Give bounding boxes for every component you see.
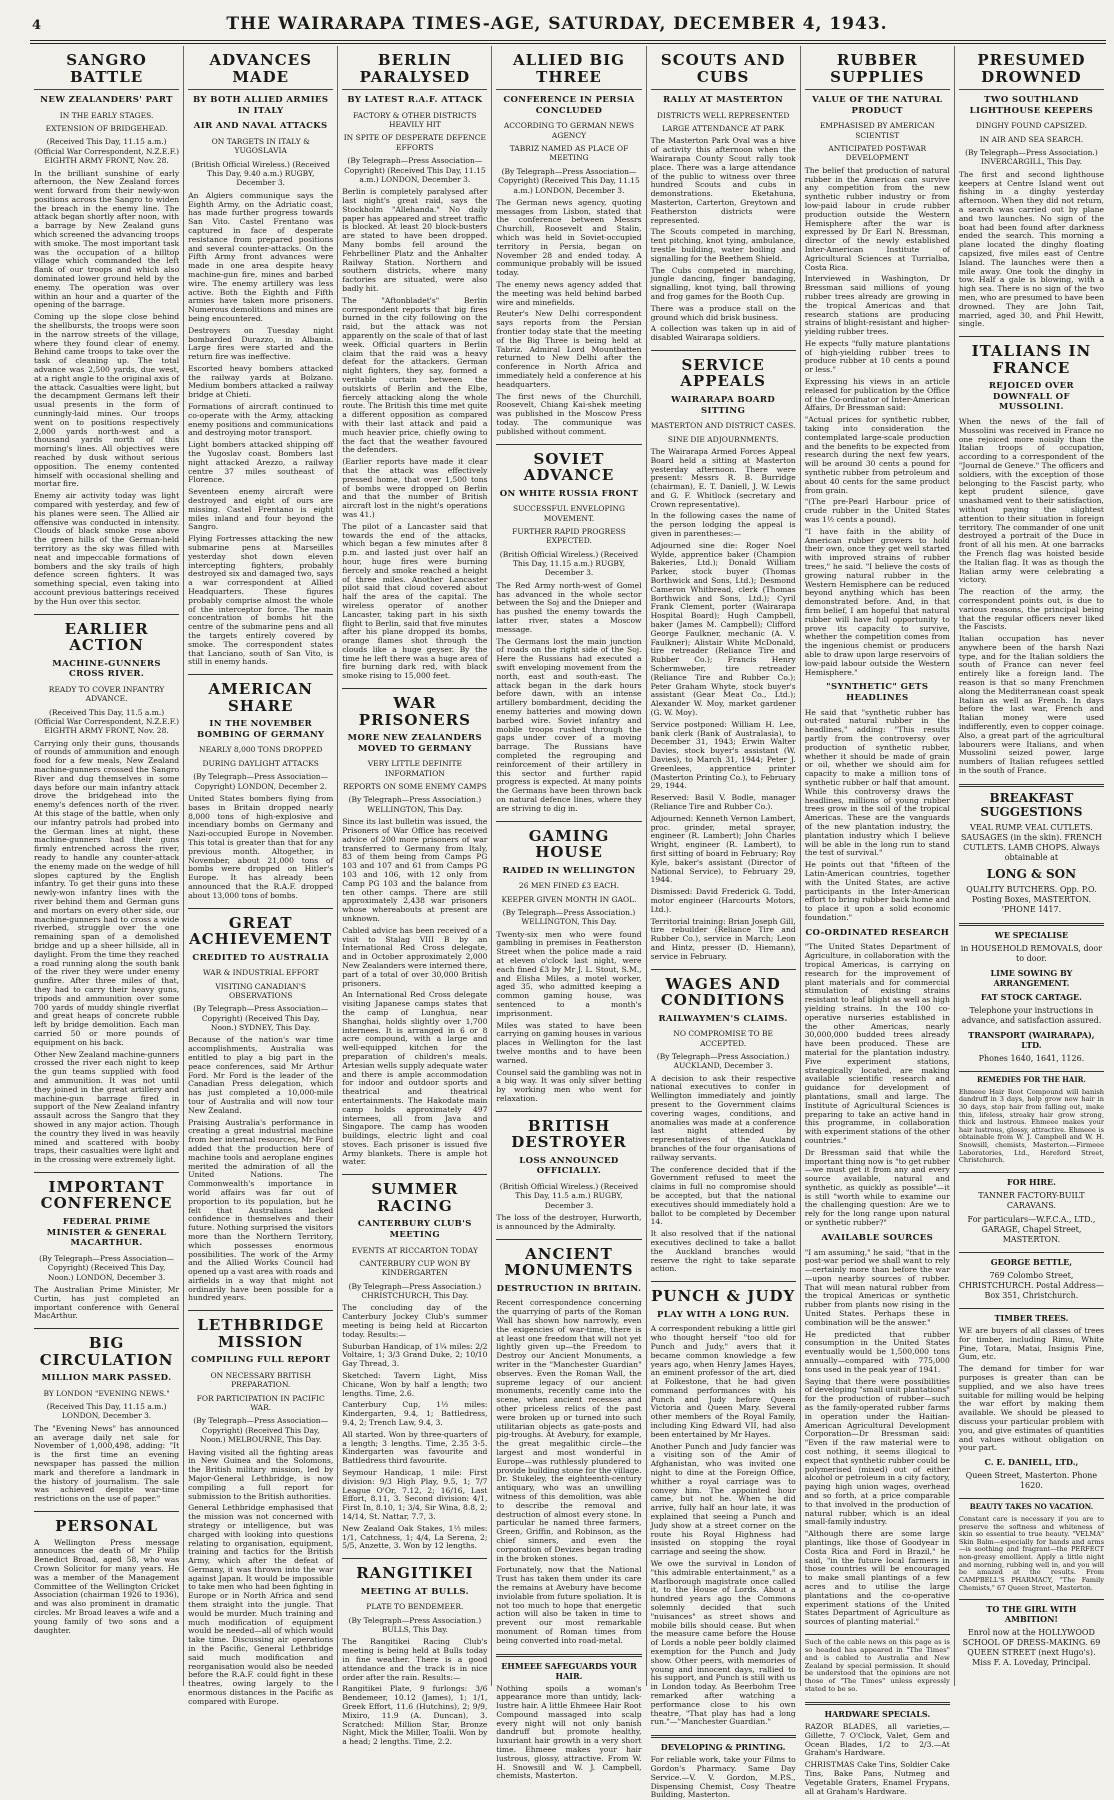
subhead: CREDITED TO AUSTRALIA bbox=[192, 952, 329, 963]
article-text: Escorted heavy bombers attacked the railway yards at Bolzano. Medium bombers attacked a railway bridge at Chieti. bbox=[188, 363, 334, 400]
advert-title: REMEDIES FOR THE HAIR. bbox=[976, 1074, 1086, 1084]
dateline: (Received This Day, 11.15 a.m.) (Official War Correspondent, N.Z.E.F.) EIGHTH ARMY FRONT, Nov. 28. bbox=[34, 137, 180, 166]
article-text: The "Evening News" has announced an average daily net sale for November of 1,000,498, adding: "It is the first time an evening newspaper has passed the million mark and therefore a landmark in the history of journalism. The sale was achieved despite war-time restrictions on the use of paper." bbox=[34, 1423, 180, 1504]
subhead: FOR PARTICIPATION IN PACIFIC WAR. bbox=[196, 1393, 325, 1413]
article-text: The Wairarapa Armed Forces Appeal Board held a sitting at Masterton yesterday afternoon. There were present: Messrs R. B. Burridge (chairman), E. T. Daniell, J. W. Lewis and G. F. Whitlock (secretary and Crown representative). bbox=[650, 446, 796, 509]
divider bbox=[496, 444, 641, 445]
subhead: RAIDED IN WELLINGTON bbox=[502, 865, 636, 876]
article-text: Having visited all the fighting areas in New Guinea and the Solomons, the British military mission, led by Major-General Lethbridge, is now compiling a full report for submission to the British authorities. bbox=[188, 1447, 334, 1501]
article-text: "(The pre-Pearl Harbour price of crude rubber in the United States was 1½ cents a pound). bbox=[804, 497, 950, 525]
dateline: (By Telegraph—Press Association—Copyright) LONDON, December 2. bbox=[193, 772, 329, 791]
subhead: FEDERAL PRIME MINISTER & GENERAL MACARTHUR. bbox=[46, 1216, 167, 1249]
article-text: Territorial training: Brian Joseph Gill, tire rebuilder (Reliance Tire and Rubber Co.), service in March; Leon and Hintz, presser (D. Hiemann), service in February. bbox=[650, 916, 796, 961]
masthead bbox=[0, 0, 1114, 40]
article-text: Enemy air activity today was light compared with yesterday, and few of his planes were seen. The Allied air offensive was conducted in intensity. Clouds of black smoke rose above the green hills of the German-held territory as the sky was filled with neat and impeccable formations of bombers and the sky trails of high defence screen fighters. It was something special, even taking into account previous batterings received by the Hun over this sector. bbox=[34, 491, 180, 606]
headline: RANGITIKEI bbox=[356, 1564, 474, 1583]
article-text: All started. Won by three-quarters of a length; 3 lengths. Time, 2.35 3-5. Kindergarten was favourite and Battledress third favourite. bbox=[342, 1429, 488, 1466]
advert-text: WE are buyers of all classes of trees for timber, including Rimu, White Pine, Totara, Matai, Insignis Pine, Gum, etc. bbox=[958, 1326, 1104, 1362]
divider bbox=[959, 1252, 1104, 1253]
article-text: Fortunately, now that the National Trust has taken them under its care the remains at Avebury have become inviolable from future spoliation. It is not too much to hope that energetic action will also be taken in time to prevent our most remarkable monument of Roman times from being converted into road-metal. bbox=[496, 1565, 642, 1645]
advert-text: FAT STOCK CARTAGE. bbox=[980, 991, 1082, 1002]
subhead: READY TO COVER INFANTRY ADVANCE. bbox=[48, 684, 165, 704]
divider bbox=[34, 614, 179, 615]
article-text: Another Punch and Judy fancier was a visiting son of the Amir of Afghanistan, who was invited one night to dine at the Foreign Office, whither a royal carriage was to convey him. The appointed hour came, but not he. When he did arrive, fully half an hour late, it was explained that seeing a Punch and Judy show at a street corner on the route his Royal Highness had insisted on stopping the royal carriage and seeing the show. bbox=[650, 1441, 796, 1557]
subhead: NEW ZEALANDERS' PART bbox=[40, 95, 173, 105]
subhead: DURING DAYLIGHT ATTACKS bbox=[202, 758, 319, 768]
subhead: ACCORDING TO GERMAN NEWS AGENCY bbox=[503, 121, 635, 140]
divider bbox=[188, 908, 333, 909]
divider bbox=[496, 1111, 641, 1112]
article-text: New Zealand Oak Stakes, 1½ miles: 1/1, Catchness, 1; 4/4, La Serena, 2; 5/5, Anzette, 3. Won by 12 lengths. bbox=[342, 1523, 488, 1551]
subhead: FURTHER RAPID PROGRESS EXPECTED. bbox=[512, 526, 626, 546]
article-text: Twenty-six men who were found gambling in premises in Featherston Street when the police made a raid at eleven o'clock last night, were each fined £3 by Mr J. L. Stout, S.M., and Elisha Miles, a motel worker, aged 35, who admitted keeping a common gaming house, was sentenced to a month's imprisonment. bbox=[496, 929, 642, 1018]
headline: BRITISH DESTROYER bbox=[511, 1116, 627, 1152]
article-text: Berlin is completely paralysed after last night's great raid, says the Stockholm "Allehanda." No daily paper has appeared and street traffic is blocked. At least 20 block-busters are stated to have been dropped. Many bombs fell around the Fehrbelliner Platz and the Anhalter Railway Station. Northern and southern districts, where many factories are situated, were also badly hit. bbox=[342, 187, 488, 294]
subhead: BY LATEST R.A.F. ATTACK bbox=[347, 95, 483, 105]
divider bbox=[188, 674, 333, 675]
subhead: 26 MEN FINED £3 EACH. bbox=[518, 881, 620, 891]
advert-text: Phones 1640, 1641, 1126. bbox=[978, 1053, 1085, 1063]
article-text: There was a produce stall on the ground which did brisk business. bbox=[650, 303, 796, 322]
subhead: RALLY AT MASTERTON bbox=[663, 95, 784, 105]
divider bbox=[651, 350, 796, 351]
subhead: MASTERTON AND DISTRICT CASES. bbox=[650, 421, 796, 431]
subhead: SUCCESSFUL ENVELOPING MOVEMENT. bbox=[512, 504, 626, 523]
subhead: IN THE NOVEMBER BOMBING OF GERMANY bbox=[196, 719, 325, 740]
headline: SCOUTS AND CUBS bbox=[651, 52, 796, 90]
subhead: EVENTS AT RICCARTON TODAY bbox=[351, 1245, 478, 1255]
subhead: IN AIR AND SEA SEARCH. bbox=[979, 134, 1084, 144]
dateline: (By Telegraph—Press Association.) CHRISTCHURCH, This Day. bbox=[348, 1281, 482, 1301]
advert-brand: LONG & SON bbox=[986, 866, 1077, 881]
columns bbox=[30, 46, 1108, 1800]
article-text: Counsel said the gambling was not in a big way. It was only silver betting by working men who went for relaxation. bbox=[496, 1067, 642, 1104]
advert-text: RAZOR BLADES, all varieties,—Gillette, 7 O'Clock, Valet, Gem and Ocean Blades, 1/2 to 2/3.—At Graham's Hardware. bbox=[804, 1722, 950, 1758]
headline: IMPORTANT CONFERENCE bbox=[40, 1177, 173, 1213]
article-text: Reuter's New Delhi correspondent says reports from the Persian frontier today state that the meeting of the Big Three is being held at Tabriz. Admiral Lord Mountbatten returned to New Delhi after the conference in North Africa and immediately held a conference at his headquarters. bbox=[496, 309, 642, 389]
headline: PERSONAL bbox=[55, 1517, 159, 1536]
dateline: (British Official Wireless.) (Received This Day, 11.15 a.m.) RUGBY, December 3. bbox=[499, 549, 639, 578]
headline: ADVANCES MADE bbox=[188, 52, 333, 90]
headline: SUMMER RACING bbox=[371, 1180, 459, 1215]
article-text: The Cubs competed in marching, jungle dancing, finger bandaging, signalling, knot tying, ball throwing and frog games for the Booth Cup. bbox=[650, 265, 796, 301]
article-text: "Although there are some large plantings, like those of Goodyear in Costa Rica and Ford in Brazil," he said, "in the future local farmers in those countries will be encouraged to make small plantings of a few acres and to utilise the large plantations and the co-operative experiment stations of the United States Department of Agriculture as sources of planting material." bbox=[804, 1529, 950, 1627]
advert-text: The demand for timber for war purposes is greater than can be supplied, and we also have trees suitable for milling would be helping the war effort by making them available. We should be pleased to discuss your particular problem with you, and give estimates of quantities and values without obligation on your part. bbox=[958, 1364, 1104, 1453]
article-text: When the news of the fall of Mussolini was received in France no one rejoiced more noisily than the Italian troops of occupation, according to a correspondent of the "Journal de Geneve." The officers and soldiers, with the exception of those belonging to the Fascist party, who kept prudent silence, gave unashamed vent to their satisfaction, without paying the slightest attention to their situation in foreign territory. The commander of one unit destroyed a portrait of the Duce in front of all his men. At one barracks the French flag was hoisted beside the Italian flag. It was as though the Italian army were celebrating a victory. bbox=[958, 416, 1104, 585]
divider bbox=[959, 1172, 1104, 1173]
article-text: Cabled advice has been received of a visit to Stalag VIII B by an International Red Cross delegate, and in October approximately 2,000 New Zealanders were interned there, part of a total of over 30,000 British prisoners. bbox=[342, 925, 488, 988]
column-7 bbox=[955, 46, 1108, 1686]
subhead: WAR & INDUSTRIAL EFFORT bbox=[202, 968, 319, 978]
article-text: Miles was stated to have been carrying on gaming houses in various places in Wellington for the last twelve months and to have been warned. bbox=[496, 1020, 642, 1065]
column-2 bbox=[184, 46, 338, 1706]
headline: PRESUMED DROWNED bbox=[959, 52, 1104, 90]
subhead: ON WHITE RUSSIA FRONT bbox=[499, 488, 639, 499]
article-text: He expects "fully mature plantations of high-yielding rubber trees to produce rubber at 10 cents a pound or less." bbox=[804, 338, 950, 375]
article-text: Adjourned: Kenneth Vernon Lambert, proc. grinder, metal sprayer, engineer (R. Lambert); John Charles Wright, engineer (R. Lambert), to first sitting of board in February; Roy Kyle, baker's assistant (Director of National Service), to February 29, 1944. bbox=[650, 813, 796, 885]
article-text: Carrying only their guns, thousands of rounds of ammunition and enough food for a few meals, New Zealand machine-gunners crossed the Sangro River and dug themselves in some days before our main infantry attack drove the bridgehead into the enemy's defences north of the river. At this stage of the battle, when only our infantry patrols had probed into the German lines at night, these machine-gunners had their guns firmly entrenched across the river, ready to handle any counter-attack the enemy made on the wedge of hill slopes captured by the English infantry. To get their guns into these newly-won infantry lines with the river behind them and German guns and mortars on every other side, our machine-gunners had to cross a wide riverbed, struggle over the one remaining span of a demolished bridge and up a sheer hillside, all in daylight. From the time they reached a road running along the south bank of the river they were under enemy gunfire. After three miles of that, they had to carry their heavy guns, tripods and ammunition over some 700 yards of muddy shingle riverflat and great heaps of concrete rubble left by bridge demolition. Each man carried 50 or more pounds of equipment on his back. bbox=[34, 738, 180, 1047]
divider bbox=[342, 688, 487, 689]
newspaper-title: THE WAIRARAPA TIMES-AGE, SATURDAY, DECEMBER 4, 1943. bbox=[226, 14, 888, 34]
subhead: WAIRARAPA BOARD SITTING bbox=[671, 394, 776, 416]
article-text: The first news of the Churchill, Roosevelt, Chiang Kai-shek meeting was published in the Moscow Press today. The communique was published without comment. bbox=[496, 391, 642, 436]
article-text: The enemy news agency added that the meeting was held behind barbed wire and minefields. bbox=[496, 280, 642, 307]
dateline: (Received This Day, 11.5 a.m.) (Official War Correspondent, N.Z.E.F.) EIGHTH ARMY FRONT, Nov. 28. bbox=[34, 707, 180, 736]
subhead: EXTENSION OF BRIDGEHEAD. bbox=[45, 124, 168, 133]
divider bbox=[805, 1634, 950, 1635]
subhead: MILLION MARK PASSED. bbox=[41, 1373, 172, 1384]
advert-text: Enrol now at the HOLLYWOOD SCHOOL OF DRESS-MAKING. 69 QUEEN STREET (next Hugo's). Miss F. A. Loveday, Principal. bbox=[962, 1628, 1101, 1668]
article-text: An Algiers communique says the Eighth Army, on the Adriatic coast, has made further progress towards San Vito. Castel Frentano was captured in face of desperate resistance from prepared positions and several counter-attacks. On the Fifth Army front advances were made in one area despite heavy machine-gun fire, mines and barbed wire. The enemy artillery was less active. Both the Eighth and Fifth armies have taken more prisoners. Numerous demolitions and mines are being encountered. bbox=[188, 190, 334, 323]
article-text: Reserved: Basil V. Bodle, manager (Reliance Tire and Rubber Co.). bbox=[650, 793, 796, 811]
subhead: TWO SOUTHLAND LIGHTHOUSE KEEPERS bbox=[969, 95, 1094, 116]
article-text: General Lethbridge emphasised that the mission was not concerned with strategy or intelligence, but was charged with looking into questions relating to organisation, equipment, training and tactics for the British Army, which after the defeat of Germany, it was thrown into the war against Japan. It would be impossible to take men who had been fighting in Europe or in North Africa and send them straight into the jungle. That would be murder. Much training and much modification of equipment would be needed—all of which would take time. Discussing air operations in the Pacific, General Lethbridge said much modification and reorganisation would also be needed before the R.A.F. could fight in these theatres, owing largely to the enormous distances in the Pacific as compared with Europe. bbox=[188, 1503, 334, 1706]
subhead: PLATE TO BENDEMEER. bbox=[366, 1602, 464, 1612]
headline: SOVIET ADVANCE bbox=[523, 449, 615, 485]
article-text: He said that "synthetic rubber has out-rated natural rubber in the headlines," adding: "This results partly from the controversy over production of synthetic rubber, whether it should be made of grain or oil, whether we should aim for capacity to make a million tons of synthetic rubber or half that amount. While this controversy draws the headlines, millions of young rubber trees grow in the soil of the tropical Americas. These are the vanguards of the new plantation industry, the plantation industry which I believe will be able in the long run to stand the test of survival." bbox=[804, 707, 950, 858]
subhead: CANTERBURY CLUB'S MEETING bbox=[357, 1219, 472, 1240]
subhead: IN THE EARLY STAGES. bbox=[59, 110, 154, 120]
divider bbox=[342, 1174, 487, 1175]
dateline: (By Telegraph—Press Association.) INVERCARGILL, This Day. bbox=[965, 148, 1098, 167]
advert-brand: TRANSPORT (WAIRARAPA), LTD. bbox=[968, 1029, 1095, 1050]
advert-text: Nothing spoils a woman's appearance more than untidy, lack-lustre hair. A little Ehmeee Hair Root Compound massaged into scalp every night will not only banish dandruff but promote healthy, luxuriant hair growth in a very short time. Ehmeee makes your hair lustrous, glossy, attractive. From W. H. Snowsill and W. J. Campbell, chemists, Masterton. bbox=[496, 1683, 642, 1781]
article-text: We owe the survival in London of "this admirable entertainment," as a Marlborough magistrate once called it, to the House of Lords. About a hundred years ago the Commons solemnly decided that such "nuisances" as street shows and mobile bills should cease. But when the measure came before the House of Lords a noble peer boldly claimed exemption for the Punch and Judy show. Other peers, with memories of young and innocent days, rallied to his support, and Punch is still with us in London today. As Beerbohm Tree remarked after watching a performance close to his own theatre, "That play has had a long run."—"Manchester Guardian." bbox=[650, 1559, 796, 1727]
article-text: The Australian Prime Minister, Mr Curtin, has just completed an important conference with General MacArthur. bbox=[34, 1284, 180, 1321]
headline: RUBBER SUPPLIES bbox=[805, 52, 950, 90]
dateline: (By Telegraph—Press Association—Copyright) (Received This Day, Noon.) SYDNEY, This Day. bbox=[193, 1004, 329, 1032]
article-text: Dr Bressman said that while the important thing now is "to get rubber—we must get it from any and every source available, natural and synthetic, as quickly as possible"—it is still "worth while to examine our the challenging question: Are we to rely for the long range upon natural or synthetic rubber?" bbox=[804, 1147, 950, 1228]
divider bbox=[651, 1281, 796, 1282]
article-text: United States bombers flying from bases in Britain dropped nearly 8,000 tons of high-explosive and incendiary bombs on Germany and Nazi-occupied Europe in November. This total is greater than that for any previous month. Altogether, in November, about 21,000 tons of bombs were dropped on Hitler's Europe. It has already been announced that the R.A.F. dropped about 13,000 tons of bombs. bbox=[188, 793, 334, 900]
subhead: MORE NEW ZEALANDERS MOVED TO GERMANY bbox=[347, 733, 483, 754]
advert-text: Telephone your instructions in advance, and satisfaction assured. bbox=[961, 1005, 1102, 1025]
article-text: Light bombers attacked shipping off the Yugoslav coast. Bombers last night attacked Arezzo, a railway centre 37 miles southeast of Florence. bbox=[188, 440, 334, 485]
subhead: KEEPER GIVEN MONTH IN GAOL. bbox=[501, 894, 637, 904]
subhead: DESTRUCTION IN BRITAIN. bbox=[496, 1283, 642, 1294]
article-text: Because of the nation's war time accomplishments, Australia was entitled to play a big part in the peace conferences, said Mr Arthur Ford. Mr Ford is the leader of the Canadian Press delegation, which has just completed a 10,000-mile tour of Australia and will now tour New Zealand. bbox=[188, 1035, 334, 1115]
headline: WAR PRISONERS bbox=[358, 694, 471, 729]
divider bbox=[805, 1702, 950, 1705]
subhead: NO COMPROMISE TO BE ACCEPTED. bbox=[673, 1029, 773, 1048]
dateline: (By Telegraph—Press Association.) AUCKLAND, December 3. bbox=[656, 1051, 790, 1071]
masthead-rule bbox=[30, 40, 1106, 41]
article-text: "I am assuming," he said, "that in the post-war period we shall want to rely—certainly more than before the war—upon nearby sources of rubber. That will mean natural rubber from the tropical Americas or synthetic rubber from plants now rising in the United States. Perhaps these in combination will be the answer." bbox=[804, 1247, 950, 1327]
article-text: A correspondent rebuking a little girl who thought herself "too old for Punch and Judy," avers that it became common knowledge a few years ago, when Henry James Hayes, an eminent professor of the art, died at Folkestone, that he had given command performances with his Punch and Judy before Queen Victoria and Queen Mary. Several other members of the Royal Family, including King Edward VII, had also been entertained by Mr Hayes. bbox=[650, 1324, 796, 1439]
subhead: CANTERBURY CUP WON BY KINDERGARTEN bbox=[359, 1258, 471, 1278]
article-text: Recent correspondence concerning the quarrying of parts of the Roman Wall has shown how narrowly, even the exigencies of war-time, there is at least one freedom that will not yet lightly given up—the Freedom to Destroy our Ancient Monuments, a writer in the "Manchester Guardian" observes. Even the Roman Wall, the supreme legacy of our ancient monuments, recently came into the scene, when ancient recesses and other priceless relics of the past were broken up or turned into such utilitarian objects as gate-posts and pig-troughs. At Avebury, for example, the great megalithic circle—the largest and most wonderful in Europe—was ruthlessly plundered to provide building stone for the village. Dr. Stukeley, the eighteenth-century antiquary, who was an unwilling witness of this demolition, was able to describe the removal and destruction of almost every stone. In particular he named three farmers, Green, Griffin, and Robinson, as the chief sinners, and even the corporation of Devizes began trading in the broken stones. bbox=[496, 1298, 642, 1563]
article-text: He points out that "fifteen of the Latin-American countries, together with the United States, are active participants in the Inter-American effort to bring rubber back home and to place it upon a solid economic foundation." bbox=[804, 860, 950, 922]
advert-title: EHMEEE SAFEGUARDS YOUR HAIR. bbox=[501, 1660, 637, 1681]
divider bbox=[959, 784, 1104, 787]
subhead: SINE DIE ADJOURNMENTS. bbox=[667, 434, 779, 444]
article-text: "I have faith in the ability of American rubber growers to hold their own, once they get well started with improved strains of rubber trees," he said. "I believe the costs of growing natural rubber in the Western Hemisphere can be reduced beyond anything which has been demonstrated before. And, in that firm belief, I am hopeful that natural rubber will have full opportunity to prove its capacity to survive, whether the competition comes from the ingenious chemist or producers able to draw upon large reservoirs of low-paid labour outside the Western Hemisphere." bbox=[804, 526, 950, 677]
article-text: It also resolved that if the national executives declined to take a ballot the Auckland branches would reserve the right to take separate action. bbox=[650, 1229, 796, 1274]
dateline: (By Telegraph—Press Association.) WELLINGTON, This Day. bbox=[502, 907, 636, 927]
article-text: He predicted that rubber consumption in the United States eventually would be 1,500,000 tons annually—compared with 775,000 tons used in the peak year of 1941. bbox=[804, 1329, 950, 1374]
advert-title: HARDWARE SPECIALS. bbox=[824, 1709, 931, 1720]
advert-title: BEAUTY TAKES NO VACATION. bbox=[969, 1502, 1094, 1512]
subhead: EMPHASISED BY AMERICAN SCIENTIST bbox=[819, 121, 935, 140]
subhead: BY BOTH ALLIED ARMIES IN ITALY bbox=[192, 95, 329, 116]
subhead: LARGE ATTENDANCE AT PARK bbox=[662, 124, 785, 133]
article-text: The Scouts competed in marching, tent pitching, knot tying, ambulance, trestle building, water boiling and signalling for the Beethem Shield. bbox=[650, 227, 796, 263]
advert-title: FOR HIRE. bbox=[1006, 1177, 1056, 1187]
article-text: Coming up the slope close behind the shellbursts, the troops were soon in the narrow streets of the village, where they found clear of enemy. Behind came troops to take over the task of cleaning up. The total advance was 2,500 yards, due west, at a right angle to the original axis of the attack. Casualties were light, but the decampment Germans left their usual presents in the form of cunningly-laid mines. Our troops went on to positions respectively 2,000 yards north-west and a thousand yards north of this morning's lines. All objectives were reached by dusk without serious opposition. The enemy contented himself with occasional shelling and mortar fire. bbox=[34, 312, 180, 489]
article-text: Seymour Handicap, 1 mile: First division: 9/3 High Play, 9.5, 1; 7/7 League O'Or, 7.12, 2; 16/16, Last Effort, 8.11, 3. Second division: 4/1, First In, 8.10, 1; 3/4, Sir Wina, 8.8, 2; 14/14, St. Nattar, 7.7, 3. bbox=[342, 1467, 488, 1521]
article-text: The reaction of the army, the correspondent points out, is due to various reasons, the principal being that the regular officers never liked the Fascists. bbox=[958, 587, 1104, 632]
article-text: Adjourned sine die: Roger Noel Wylde, apprentice baker (Champion Bakeries, Ltd.); Donald William Parker, stock buyer (Thomas Borthwick and Sons, Ltd.); Desmond Cameron Whitbread, clerk (Thomas Borthwick and Sons, Ltd.); Cyril Frank Clement, porter (Wairarapa Hospital Board); Hugh Campbell, baker (James M. Campbell); Clifford George Faulkner, mechanic (A. V. Faulkner); Alistair White McDonald, tire retreader (Reliance Tire and Rubber Co.); Francis Henry Schermweber, tire retreader (Reliance Tire and Rubber Co.); Peter Graham Whyte, stock buyer's assistant (Gear Meat Co., Ltd.); Alexander W. Moy, market gardener (G. W. Moy). bbox=[650, 540, 796, 718]
subhead: AIR AND NAVAL ATTACKS bbox=[193, 121, 328, 132]
subhead: VALUE OF THE NATURAL PRODUCT bbox=[812, 95, 943, 116]
subhead: IN SPITE OF DESPERATE DEFENCE EFFORTS bbox=[343, 133, 486, 152]
subhead: NEARLY 8,000 TONS DROPPED bbox=[199, 745, 323, 755]
divider bbox=[959, 1498, 1104, 1499]
divider bbox=[959, 336, 1104, 337]
headline: ANCIENT MONUMENTS bbox=[504, 1244, 634, 1280]
advert-title: DEVELOPING & PRINTING. bbox=[660, 1742, 786, 1753]
article-text: Formations of aircraft continued to co-operate with the Army, attacking enemy positions and communications and destroying motor transport. bbox=[188, 402, 334, 438]
dateline: (By Telegraph—Press Association—Copyright) (Received This Day, Noon.) LONDON, December 3. bbox=[39, 1253, 174, 1282]
section-heading: "SYNTHETIC" GETS HEADLINES bbox=[826, 682, 929, 703]
article-text: Destroyers on Tuesday night bombarded Durazzo, in Albania. Large fires were started and the return fire was ineffective. bbox=[188, 325, 334, 362]
article-text: Other New Zealand machine-gunners crossed the river each night to keep the gun teams supplied with food and ammunition. It was not until they joined in the great artillery and machine-gun barrage fired in support of the New Zealand infantry assault across the Sangro that they showed in any major action. Though the country they lived in was heavily mined and scattered with booby traps, their casualties were light and in the crossing were extremely light. bbox=[34, 1049, 180, 1165]
article-text: (Earlier reports have made it clear that the attack was effectively pressed home, that over 1,500 tons of bombs were dropped on Berlin and that the number of British aircraft lost in the night's operations was 41.) bbox=[342, 457, 488, 519]
article-text: The Rangitikei Racing Club's meeting is being held at Bulls today in fine weather. There is a good attendance and the track is in nice order after the rain. Results:— bbox=[342, 1637, 488, 1682]
advert-text: LIME SOWING BY ARRANGEMENT. bbox=[990, 967, 1073, 988]
article-text: The Masterton Park Oval was a hive of activity this afternoon when the Wairarapa County Scout rally took place. There was a large attendance of the public to witness over three hundred Scouts and cubs in demonstrations. Eketahuna, Masterton, Carterton, Greytown and Featherston districts were represented. bbox=[650, 136, 796, 225]
advert-text: VEAL RUMP. VEAL CUTLETS. SAUSAGES (in the skin). FRENCH CUTLETS. LAMB CHOPS. Always obtainable at bbox=[960, 822, 1102, 862]
subhead: REPORTS ON SOME ENEMY CAMPS bbox=[342, 782, 487, 792]
advert-text: in HOUSEHOLD REMOVALS, door to door. bbox=[960, 943, 1103, 963]
subhead: ON NECESSARY BRITISH PREPARATION. bbox=[210, 1370, 311, 1390]
subhead: VISITING CANADIAN'S OBSERVATIONS bbox=[215, 981, 307, 1000]
article-text: Praising Australia's performance in creating a great industrial machine from her internal resources, Mr Ford added that the production here of machine tools and aeroplane engines merited the admiration of all the United Nations. The Commonwealth's importance in world affairs was far out of proportion to its population, but he felt that Australians lacked confidence in themselves and their future. Nothing surprised the visitors more than the Northern Territory, which possesses enormous possibilities. The work of the Army and the Allied Works Council had opened up a vast area with roads and airfields in a way that might not ordinarily have been possible for a hundred years. bbox=[188, 1117, 334, 1303]
divider bbox=[34, 1511, 179, 1512]
article-text: Seventeen enemy aircraft were destroyed and eight of ours are missing. Castel Frentano is eight miles inland and four beyond the Sangro. bbox=[188, 487, 334, 532]
headline: EARLIER ACTION bbox=[64, 619, 149, 655]
divider bbox=[651, 1735, 796, 1738]
advert-text: For particulars—W.F.C.A., LTD., GARAGE, Chapel Street, MASTERTON. bbox=[967, 1215, 1096, 1244]
advert-text: 769 Colombo Street, CHRISTCHURCH. Postal Address—Box 351, Christchurch. bbox=[958, 1271, 1104, 1300]
dateline: (By Telegraph—Press Association—Copyright) (Received This Day, 11.15 a.m.) LONDON, December 3. bbox=[344, 156, 486, 184]
column-5 bbox=[647, 46, 801, 1800]
article-text: Sketched: Tavern Light, Miss Chicane, Won by half a length; two lengths. Time, 2.6. bbox=[342, 1370, 488, 1398]
subhead: MACHINE-GUNNERS CROSS RIVER. bbox=[52, 658, 161, 680]
section-heading: AVAILABLE SOURCES bbox=[821, 1232, 934, 1243]
article-text: In the following cases the name of the person lodging the appeal is given in parentheses:— bbox=[650, 511, 796, 539]
article-text: Rangitikei Plate, 9 furlongs: 3/6 Bendemeer, 10.12 (James), 1; 1/1, Greek Effort, 11.6 (Hutchins), 2; 9/9, Mixiro, 11.9 (A. Duncan), 3. Scratched: Million Star, Bronze Night, Mick the Miller, Toalii. Won by a head; 2 lengths. Time, 2.2. bbox=[342, 1684, 488, 1747]
divider bbox=[342, 1558, 487, 1559]
headline: GREAT ACHIEVEMENT bbox=[189, 913, 333, 948]
article-text: The Germans lost the main junction of roads on the right side of the Soj. Here the Russians had executed a swift enveloping movement from the north, east and south-east. The attack began in the dark hours before dawn, with an intense artillery bombardment, deciding the enemy batteries and mowing down barbed wire. Soviet infantry and mobile troops rushed through the gaps under cover of a moving barrage. The Russians have completed the regrouping and reinforcement of their artillery in this sector and further rapid progress is expected. At many points the Germans have been thrown back on natural defence lines, where they are striving to dig in. bbox=[496, 636, 642, 813]
advert-title: TIMBER TREES. bbox=[994, 1313, 1069, 1323]
advert-brand: C. E. DANIELL, LTD., bbox=[984, 1457, 1079, 1468]
advert-text: For reliable work, take your Films to Gordon's Pharmacy. Same Day Service.—V. V. Gordon, M.P.S., Dispensing Chemist, Cosy Theatre Building, Masterton. bbox=[650, 1755, 796, 1800]
subhead: RAILWAYMEN'S CLAIMS. bbox=[658, 1013, 788, 1024]
article-text: Expressing his views in an article released for publication by the Office of the Co-ordinator of Inter-American Affairs, Dr Bressman said: bbox=[804, 377, 950, 413]
advert-text: CHRISTMAS Cake Tins, Soldier Cake Tins, Bake Pans, Nutmeg and Vegetable Graters, Enamel Frypans, all at Graham's Hardware. bbox=[804, 1760, 950, 1796]
section-heading: CO-ORDINATED RESEARCH bbox=[805, 927, 950, 938]
article-text: The conference decided that if the Government refused to meet the claims in full no compromise should be accepted, but that the national executives should immediately hold a ballot to be completed by December 14. bbox=[650, 1164, 796, 1227]
divider bbox=[959, 1071, 1104, 1072]
dateline: (Received This Day, 11.15 a.m.) LONDON, December 3. bbox=[46, 1402, 167, 1421]
headline: BERLIN PARALYSED bbox=[342, 52, 487, 90]
masthead-rule-2 bbox=[30, 43, 1106, 44]
advert-title: BREAKFAST SUGGESTIONS bbox=[980, 790, 1083, 819]
article-text: In the brilliant sunshine of early afternoon, the New Zealand forces went forward from their newly-won positions across the Sangro to widen the breach in the enemy line. The attack began shortly after noon, with a barrage by New Zealand guns which screened the advancing troops with smoke. The most important task was the occupation of a hilltop village which commanded the left flank of our troops and which also dominated lower ground held by the enemy. The operation was over within an hour and a quarter of the opening of the barrage. bbox=[34, 168, 180, 310]
subhead: VERY LITTLE DEFINITE INFORMATION bbox=[367, 759, 462, 778]
article-text: Canterbury Cup, 1½ miles: Kindergarten, 9.4, 1; Battledress, 9.4, 2; Trench Law, 9.4, 3. bbox=[342, 1400, 488, 1427]
divider bbox=[959, 1308, 1104, 1309]
advert-text: QUALITY BUTCHERS. Opp. P.O. Posting Boxes, MASTERTON. 'PHONE 1417. bbox=[966, 884, 1097, 914]
dateline: (British Official Wireless.) (Received This Day, 9.40 a.m.) RUGBY, December 3. bbox=[191, 159, 330, 188]
headline: ITALIANS IN FRANCE bbox=[971, 342, 1092, 377]
advert-text: Queen Street, Masterton. Phone 1620. bbox=[965, 1471, 1098, 1491]
article-text: Dismissed: David Frederick G. Todd, motor engineer (Harcourts Motors, Ltd.). bbox=[650, 887, 796, 914]
headline: BIG CIRCULATION bbox=[39, 1334, 174, 1369]
headline: SANGRO BATTLE bbox=[34, 52, 179, 90]
advert-title: TO THE GIRL WITH AMBITION! bbox=[986, 1604, 1077, 1625]
article-text: Since its last bulletin was issued, the Prisoners of War Office has received advice of 200 more prisoners of war transferred to Germany from Italy, 83 of them being from Camps PG 103 and 107 and 61 from Camps PG 103 and 106, with 12 only from Camp PG 103 and the balance from ten other camps. There are still approximately 2,438 war prisoners whose whereabouts at present are unknown. bbox=[342, 817, 488, 923]
advert-title: GEORGE BETTLE, bbox=[990, 1257, 1073, 1267]
subhead: LOSS ANNOUNCED OFFICIALLY. bbox=[519, 1155, 619, 1177]
article-text: The concluding day of the Canterbury Jockey Club's summer meeting is being held at Riccarton today. Results:— bbox=[342, 1303, 488, 1339]
advert-title: WE SPECIALISE bbox=[994, 929, 1069, 940]
divider bbox=[34, 1328, 179, 1329]
divider bbox=[496, 1239, 641, 1240]
article-text: Service postponed: William H. Lee, bank clerk (Bank of Australasia), to December 31, 1943; Erwin Walter Davies, stock buyer's assistant (W. Davies), to March 31, 1944; Peter J. Greenlees, apprentice printer (Masterton Printing Co.), to February 29, 1944. bbox=[650, 719, 796, 791]
article-text: The loss of the destroyer, Hurworth, is announced by the Admiralty. bbox=[496, 1213, 642, 1231]
headline: WAGES AND CONDITIONS bbox=[660, 974, 786, 1010]
subhead: DISTRICTS WELL REPRESENTED bbox=[656, 110, 790, 120]
subhead: PLAY WITH A LONG RUN. bbox=[656, 1309, 790, 1320]
divider bbox=[651, 969, 796, 970]
column-4 bbox=[492, 46, 646, 1781]
article-text: Suburban Handicap, of 1¼ miles: 2/2 Voltaire, 1; 3/3 Grand Duke, 2; 10/10 Gay Thread, 3. bbox=[342, 1341, 488, 1369]
article-text: The "Aftonbladet's" Berlin correspondent reports that big fires burned in the city following on the raid, but the attack was not apparently on the scale of that of last week. Official quarters in Berlin claim that the raid was a heavy defeat for the attackers. German night fighters, they say, formed a veritable curtain between the outskirts of Berlin and the Elbe, fiercely attacking along the whole route. The British this time met quite a different opposition as compared with their last attack and paid a much heavier price, chiefly owing to the fact that the weather favoured the defenders. bbox=[342, 295, 488, 455]
dateline: (By Telegraph—Press Association.) BULLS, This Day. bbox=[348, 1615, 482, 1634]
headline: GAMING HOUSE bbox=[528, 826, 610, 862]
article-text: "Actual prices for synthetic rubber, taking into consideration the contemplated large-scale production and the benefits to be expected from research during the next few years, will be around 30 cents a pound for synthetic rubber from petroleum and about 40 cents for the same product from grain. bbox=[804, 415, 950, 495]
subhead: FACTORY & OTHER DISTRICTS HEAVILY HIT bbox=[353, 110, 477, 129]
article-text: The pilot of a Lancaster said that towards the end of the attacks, which began a few minutes after 8 p.m. and lasted just over half an hour, huge fires were burning fiercely and smoke reached a height of three miles. Another Lancaster pilot said that cloud covered about half the area of the capital. The wireless operator of another Lancaster, taking part in his sixth flight to Berlin, said that five minutes after his plane dropped its bombs, orange flames shot through the clouds like a huge geyser. By the time he left there was a huge area of fire burning dark red, with black smoke rising to 15,000 feet. bbox=[342, 521, 488, 681]
divider bbox=[496, 1654, 641, 1657]
headline: AMERICAN SHARE bbox=[208, 680, 313, 715]
article-text: The belief that production of natural rubber in the Americas can survive any competition from the new synthetic rubber industry or from low-paid labour in crude rubber production outside the Western Hemisphere after the war is expressed by Dr Earl N. Bressman, director of the newly established Inter-American Institute of Agricultural Sciences at Turrialba, Costa Rica. bbox=[804, 165, 950, 272]
column-3 bbox=[338, 46, 492, 1747]
subhead: BY LONDON "EVENING NEWS." bbox=[43, 1388, 170, 1398]
subhead: TABRIZ NAMED AS PLACE OF MEETING bbox=[509, 144, 629, 163]
dateline: (By Telegraph—Press Association—Copyright) (Received This Day, Noon.) MELBOURNE, This Day. bbox=[193, 1416, 329, 1445]
subhead: ON TARGETS IN ITALY & YUGOSLAVIA bbox=[211, 136, 310, 156]
divider bbox=[959, 1599, 1104, 1600]
subhead: DINGHY FOUND CAPSIZED. bbox=[975, 121, 1087, 131]
advert-text: TANNER FACTORY-BUILT CARAVANS. bbox=[978, 1191, 1085, 1210]
article-text: The Red Army north-west of Gomel has advanced in the whole sector between the Soj and the Dnieper and has pushed the enemy towards the latter river, states a Moscow message. bbox=[496, 580, 642, 634]
divider bbox=[496, 821, 641, 822]
subhead: REJOICED OVER DOWNFALL OF MUSSOLINI. bbox=[988, 381, 1074, 413]
article-text: Interviewed in Washington, Dr Bressman said millions of young rubber trees already are growing in the tropical Americas and that research stations are producing strains of blight-resistant and higher-yielding rubber trees. bbox=[804, 274, 950, 337]
headline: LETHBRIDGE MISSION bbox=[197, 1316, 325, 1351]
article-text: A decision to ask their respective national executives to confer in Wellington immediately and jointly present to the Government claims covering wages, conditions, and anomalies was made at a conference last night attended by representatives of the Auckland branches of the four organisations of railway servants. bbox=[650, 1073, 796, 1162]
dateline: (By Telegraph—Press Association.) WELLINGTON, This Day. bbox=[348, 795, 482, 814]
column-1 bbox=[30, 46, 184, 1686]
article-text: The first and second lighthouse keepers at Centre Island went out fishing in a dinghy yesterday afternoon. When they did not return, a search was carried out by plane and two launches. No sign of the boat had been found after darkness ended the search. This morning a plane located the dinghy floating capsized, five miles east of Centre Island. The launches were then a mile away. One took the dinghy in tow. Half a gale is blowing, with a high sea. There is no sign of the two men, who are presumed to have been drowned. They are John Tait, married, aged 30, and Phil Hewitt, single. bbox=[958, 169, 1104, 329]
article-text: A collection was taken up in aid of disabled Wairarapa soldiers. bbox=[650, 324, 796, 343]
article-text: An International Red Cross delegate visiting Japanese camps states that the camp of Lunghua, near Shanghai, holds slightly over 1,700 internees. It is arranged in 6 or 8 acre compound, with a large and well-equipped kitchen for the preparation of children's meals. Artesian wells supply adequate water and there is ample accommodation for indoor and outdoor sports and theatrical and theatrical entertainments. The Hakodate main camp holds approximately 497 internees, all from Java and Singapore. The camp has wooden buildings, electric light and coal stoves. Each prisoner is issued five Army blankets. There is ample hot water. bbox=[342, 990, 488, 1167]
subhead: COMPILING FULL REPORT bbox=[191, 1355, 331, 1366]
advert-text: Ehmeee Hair Root Compound will banish dandruff in 3 days, help grow new hair in 30 days, stop hair from falling out, make thin, lifeless, streaky hair grow strong, thick and lustrous. Ehmeee makes your hair lustrous, glossy, attractive. Ehmeee is obtainable from W. J. Campbell and W. H. Snowsill, chemists, Masterton.—Firmeee Laboratories, Ltd., Hereford Street, Christchurch. bbox=[958, 1087, 1104, 1165]
article-text: Flying Fortresses attacking the new submarine pens at Marseilles yesterday shot down eleven intercepting fighters, probably destroyed six and damaged two, says a war correspondent at Allied Headquarters. These figures probably comprise almost the whole of the interceptor force. The main concentration of bombs hit the centre of the submarine pens and all the targets entirely covered by smoke. The correspondent states that Lanciano, south of San Vito, is still in enemy hands. bbox=[188, 534, 334, 667]
page-number: 4 bbox=[32, 18, 42, 33]
subhead: ANTICIPATED POST-WAR DEVELOPMENT bbox=[828, 144, 927, 163]
divider bbox=[34, 1172, 179, 1173]
article-text: Saying that there were possibilities of developing "small unit plantations" for the production of rubber—such as the family-operated rubber farms in operation under the Haitian-American Agricultural Development Corporation—Dr Bressman said: "Even if the raw material were to cost nothing, it seems illogical to expect that synthetic rubber could be polymerised (mixed) out of either alcohol or petroleum in a city factory, paying high union wages, overhead and so forth, at a price comparable to that involved in the production of natural rubber, which is an ideal small-family industry. bbox=[804, 1376, 950, 1527]
headline: SERVICE APPEALS bbox=[680, 355, 766, 391]
subhead: MEETING AT BULLS. bbox=[360, 1586, 469, 1597]
advert-text: Constant care is necessary if you are to preserve the softness and whiteness of skin so essential to true beauty. "VELMA" Skin Balm—especially for hands and arms—is soothing and fragrant—the PERFECT non-greasy emollient. Apply a little night and morning, rubbing well in, and you will be amazed at the results. From CAMPBELL'S PHARMACY, "The Family Chemists," 67 Queen Street, Masterton. bbox=[958, 1514, 1104, 1592]
dateline: (By Telegraph—Press Association—Copyright) (Received This Day, 11.15 a.m.) LONDON, December 3. bbox=[498, 166, 640, 195]
dateline: (British Official Wireless.) (Received This Day, 11.5 a.m.) RUGBY, December 3. bbox=[499, 1182, 639, 1210]
headline: PUNCH & JUDY bbox=[651, 1287, 796, 1306]
article-text: The German news agency, quoting messages from Lisbon, stated that the conference between Messrs Churchill, Roosevelt and Stalin, which was held in Soviet-occupied territory in Persia, began on November 28 and ended today. A communique probably will be issued today. bbox=[496, 197, 642, 278]
article-text: "The United States Department of Agriculture, in collaboration with the tropical Americas, is carrying on research for the improvement of plant materials and for commercial stimulation of existing strains resistant to leaf blight as well as high yielding strains. In the 100 co-operative nurseries established in the other Americas, nearly 30,000,000 budded trees already have been produced. These are material for the plantation industry. Five experiment stations, strategically located, are making available scientific research and guidance for development of plantations, small and large. The Institute of Agricultural Sciences is preparing to take an active hand in this programme, in collaboration with experiment stations of the other countries." bbox=[804, 942, 950, 1145]
divider bbox=[188, 1310, 333, 1311]
notice-text: Such of the cable news on this page as is so headed has appeared in "The Times" and is cabled to Australia and New Zealand by special permission. It should be understood that the opinions are not those of "The Times" unless expressly stated to be so. bbox=[804, 1637, 950, 1694]
article-text: Italian occupation has never anywhere been of the harsh Nazi type, and for the Italian soldiers the south of France can never feel entirely like a foreign land. The reason is that so many Frenchmen along the Mediterranean coast speak Italian as well as French. In days before the last war, French and Italian money were used indifferently, even to copper coinage. Also, a great part of the agricultural labourers were Italians, and when Mussolini seized power, large numbers of Italian refugees settled in the south of France. bbox=[958, 634, 1104, 776]
headline: ALLIED BIG THREE bbox=[496, 52, 641, 90]
column-6 bbox=[801, 46, 955, 1796]
divider bbox=[959, 923, 1104, 926]
article-text: A Wellington Press message announces the death of Mr Philip Benedict Broad, aged 58, who was Crown Solicitor for many years. He was a member of the Management Committee of the Wellington Cricket Association (chairman 1926 to 1936), and was also prominent in dramatic circles. Mr Broad leaves a wife and a young family of two sons and a daughter. bbox=[34, 1537, 180, 1635]
subhead: CONFERENCE IN PERSIA CONCLUDED bbox=[503, 95, 635, 116]
